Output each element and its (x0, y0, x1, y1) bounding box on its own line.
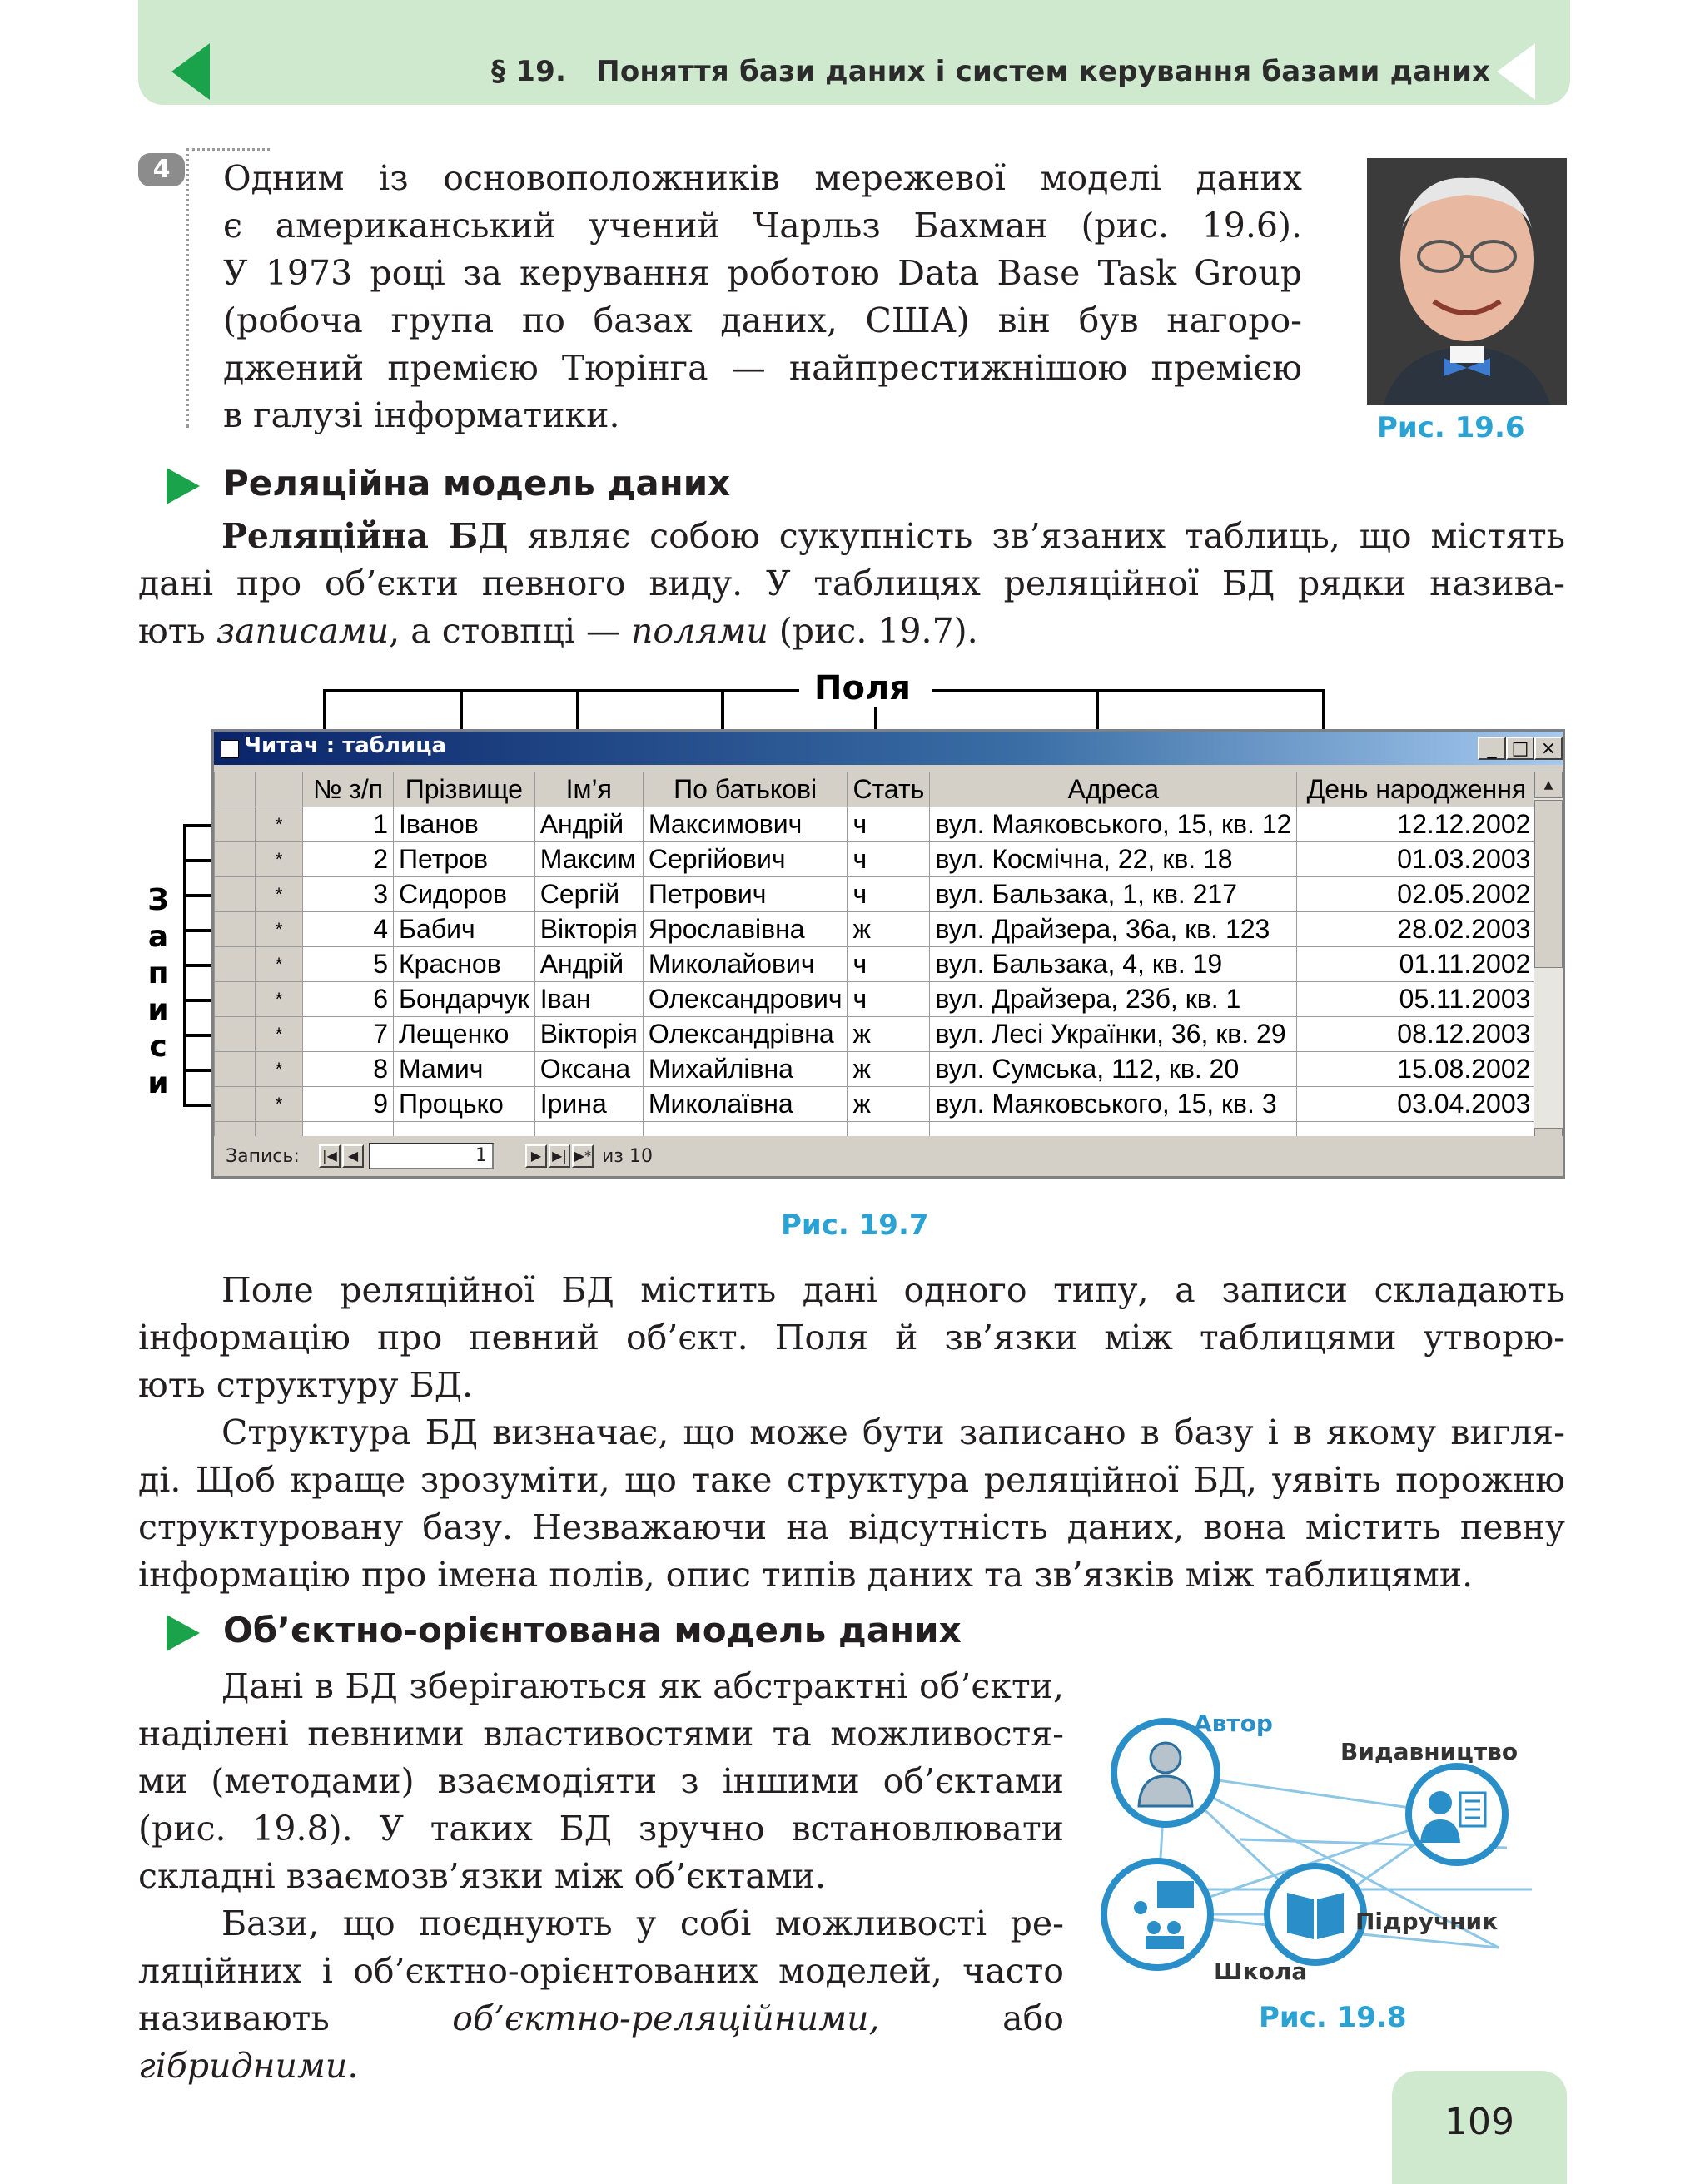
paragraph-line: інформацію про імена полів, опис типів даних та зв’язків між таблицями. (138, 1555, 1474, 1595)
table-cell[interactable]: Вікторія (534, 912, 643, 947)
table-cell[interactable]: ж (848, 912, 930, 947)
paragraph-line: наділені певними властивостями та можливостя- (138, 1714, 1064, 1754)
note-line: Одним із основоположників мережевої моделі даних (223, 158, 1302, 198)
table-cell[interactable]: Максимович (643, 807, 848, 842)
table-cell[interactable]: 03.04.2003 (1297, 1087, 1536, 1122)
textbook-node-icon (1267, 1866, 1364, 1963)
row-selector[interactable] (215, 877, 256, 912)
row-selector[interactable] (215, 842, 256, 877)
paragraph-line (138, 608, 1565, 655)
table-cell[interactable]: 3 (303, 877, 394, 912)
note-line: джений премією Тюрінга — найпрестижнішою премією (223, 348, 1302, 388)
table-header-row (215, 772, 1536, 807)
table-row[interactable] (215, 1087, 1536, 1122)
row-marker: * (256, 947, 303, 982)
text-span: . (347, 2046, 359, 2086)
next-record-button[interactable]: ▶ (525, 1144, 547, 1168)
table-cell[interactable]: вул. Маяковського, 15, кв. 3 (930, 1087, 1297, 1122)
table-cell[interactable]: вул. Сумська, 112, кв. 20 (930, 1052, 1297, 1087)
table-cell[interactable]: ж (848, 1087, 930, 1122)
table-cell[interactable]: Сергій (534, 877, 643, 912)
paragraph-line: Структура БД визначає, що може бути записано в базу і в якому вигля- (221, 1412, 1565, 1452)
table-cell[interactable]: 08.12.2003 (1297, 1017, 1536, 1052)
table-cell[interactable]: ж (848, 1017, 930, 1052)
text-span: , а стовпці — (389, 611, 631, 651)
text-span: називають (138, 1998, 453, 2038)
table-cell[interactable]: ч (848, 807, 930, 842)
table-row[interactable] (215, 842, 1536, 877)
paragraph-line: дані про об’єкти певного виду. У таблицях реляційної БД рядки назива- (138, 563, 1565, 603)
section-bullet-icon (167, 1615, 200, 1651)
paragraph-line: Дані в БД зберігаються як абстрактні об’єкти, (221, 1666, 1064, 1706)
text-span: (рис. 19.7). (768, 611, 978, 651)
table-cell[interactable]: 12.12.2002 (1297, 807, 1536, 842)
table-cell[interactable]: Миколайович (643, 947, 848, 982)
record-number-input[interactable]: 1 (369, 1143, 494, 1169)
first-record-button[interactable]: |◀ (319, 1144, 341, 1168)
selector-column-header[interactable] (256, 772, 303, 807)
table-cell[interactable]: Сидоров (394, 877, 535, 912)
table-row[interactable] (215, 982, 1536, 1017)
paragraph-line (138, 513, 1565, 560)
row-marker: * (256, 1017, 303, 1052)
row-selector[interactable] (215, 807, 256, 842)
note-badge: 4 (138, 153, 185, 186)
records-letter: и (147, 1066, 169, 1100)
column-header[interactable]: Прізвище (394, 772, 535, 807)
table-row[interactable] (215, 912, 1536, 947)
table-icon (221, 740, 239, 758)
table-row[interactable] (215, 947, 1536, 982)
row-marker: * (256, 1052, 303, 1087)
column-header[interactable]: По батькові (643, 772, 848, 807)
table-cell[interactable]: вул. Бальзака, 1, кв. 217 (930, 877, 1297, 912)
vertical-scrollbar[interactable] (1534, 772, 1563, 1154)
table-cell[interactable]: Оксана (534, 1052, 643, 1087)
records-letter: а (147, 920, 169, 954)
paragraph-line: інформацію про певний об’єкт. Поля й зв’язки між таблицями утворю- (138, 1318, 1565, 1358)
table-row[interactable] (215, 1017, 1536, 1052)
paragraph-line: структуровану базу. Незважаючи на відсутність даних, вона містить певну (138, 1507, 1565, 1547)
fields-label: Поля (806, 669, 919, 707)
term-fields: полями (631, 611, 768, 651)
row-selector[interactable] (215, 912, 256, 947)
row-selector[interactable] (215, 1087, 256, 1122)
table-cell[interactable]: 4 (303, 912, 394, 947)
figure-19-6-caption: Рис. 19.6 (1377, 411, 1525, 444)
table-cell[interactable]: 5 (303, 947, 394, 982)
window-title: Читач : таблица (244, 733, 447, 758)
table-cell[interactable]: Бабич (394, 912, 535, 947)
portrait-illustration (1367, 158, 1567, 405)
last-record-button[interactable]: ▶| (549, 1144, 570, 1168)
table-cell[interactable]: вул. Драйзера, 23б, кв. 1 (930, 982, 1297, 1017)
fields-paragraph (138, 1267, 1565, 1599)
row-marker: * (256, 877, 303, 912)
paragraph-line: Бази, що поєднують у собі можливості ре- (221, 1904, 1064, 1943)
page-header (138, 0, 1570, 105)
table-cell[interactable]: Сергійович (643, 842, 848, 877)
term-hybrid: гібридними (138, 2046, 348, 2086)
table-cell[interactable]: Миколаївна (643, 1087, 848, 1122)
records-letter: и (147, 993, 169, 1027)
table-cell[interactable]: Бондарчук (394, 982, 535, 1017)
object-model-diagram (1091, 1690, 1573, 1998)
table-cell[interactable]: Петров (394, 842, 535, 877)
corner-cell[interactable] (215, 772, 256, 807)
table-cell[interactable]: 8 (303, 1052, 394, 1087)
records-table (214, 772, 1536, 1157)
row-selector[interactable] (215, 947, 256, 982)
window-titlebar[interactable] (214, 732, 1563, 765)
records-label (142, 882, 175, 1102)
paragraph-line: (рис. 19.8). У таких БД зручно встановлювати (138, 1809, 1064, 1849)
row-marker: * (256, 807, 303, 842)
table-cell[interactable]: 6 (303, 982, 394, 1017)
access-table-window (211, 729, 1565, 1179)
note-text (223, 155, 1302, 439)
table-cell[interactable]: 01.11.2002 (1297, 947, 1536, 982)
table-cell[interactable]: 28.02.2003 (1297, 912, 1536, 947)
paragraph-line: складні взаємозв’язки між об’єктами. (138, 1856, 827, 1896)
minimize-button[interactable]: _ (1478, 737, 1506, 760)
maximize-button[interactable]: □ (1506, 737, 1534, 760)
table-cell[interactable]: 9 (303, 1087, 394, 1122)
chapter-title: § 19. Поняття бази даних і систем керування базами даних (491, 55, 1491, 88)
term-relational-db: Реляційна БД (221, 516, 509, 556)
paragraph-line: ляційних і об’єктно-орієнтованих моделей, часто (138, 1951, 1064, 1991)
table-cell[interactable]: вул. Маяковського, 15, кв. 12 (930, 807, 1297, 842)
row-marker: * (256, 912, 303, 947)
column-header[interactable]: Адреса (930, 772, 1297, 807)
table-cell[interactable]: Ярославівна (643, 912, 848, 947)
table-cell[interactable]: вул. Лесі Українки, 36, кв. 29 (930, 1017, 1297, 1052)
paragraph-line (138, 1995, 1064, 2090)
table-cell[interactable]: Максим (534, 842, 643, 877)
table-cell[interactable]: 01.03.2003 (1297, 842, 1536, 877)
table-cell[interactable]: Вікторія (534, 1017, 643, 1052)
table-body (215, 807, 1536, 1157)
next-page-arrow-icon[interactable] (1497, 43, 1535, 100)
relational-paragraph (138, 513, 1565, 655)
table-cell[interactable]: Андрій (534, 807, 643, 842)
section-heading-object-oriented: Об’єктно-орієнтована модель даних (223, 1610, 962, 1650)
note-dotted-border (186, 148, 189, 428)
table-cell[interactable]: Андрій (534, 947, 643, 982)
new-record-button[interactable]: ▶* (572, 1144, 594, 1168)
text-span: ють (138, 611, 216, 651)
table-cell[interactable]: 15.08.2002 (1297, 1052, 1536, 1087)
table-cell[interactable]: Олександрович (643, 982, 848, 1017)
bachman-portrait (1367, 158, 1567, 405)
table-cell[interactable]: 02.05.2002 (1297, 877, 1536, 912)
figure-19-7-caption: Рис. 19.7 (781, 1209, 929, 1242)
scroll-up-icon[interactable]: ▲ (1534, 772, 1563, 798)
publisher-node-icon (1409, 1766, 1505, 1863)
table-cell[interactable]: Краснов (394, 947, 535, 982)
row-selector[interactable] (215, 982, 256, 1017)
table-cell[interactable]: ч (848, 982, 930, 1017)
note-line: в галузі інформатики. (223, 395, 620, 435)
table-cell[interactable]: Олександрівна (643, 1017, 848, 1052)
paragraph-line: ді. Щоб краще зрозуміти, що таке структура реляційної БД, уявіть порожню (138, 1460, 1565, 1500)
table-cell[interactable]: 7 (303, 1017, 394, 1052)
column-header[interactable]: Ім’я (534, 772, 643, 807)
row-selector[interactable] (215, 1052, 256, 1087)
table-cell[interactable]: вул. Драйзера, 36а, кв. 123 (930, 912, 1297, 947)
table-cell[interactable]: вул. Космічна, 22, кв. 18 (930, 842, 1297, 877)
text-span: являє собою сукупність зв’язаних таблиць, що містять (508, 516, 1565, 556)
table-row[interactable] (215, 1052, 1536, 1087)
table-cell[interactable]: ч (848, 877, 930, 912)
row-marker: * (256, 982, 303, 1017)
note-line: У 1973 році за керування роботою Data Base Task Group (223, 253, 1302, 293)
close-button[interactable]: × (1534, 737, 1563, 760)
text-span: або (879, 1998, 1064, 2038)
table-cell[interactable]: ч (848, 842, 930, 877)
prev-page-arrow-icon[interactable] (171, 43, 210, 100)
navigator-label: Запись: (226, 1146, 300, 1167)
row-marker: * (256, 1087, 303, 1122)
section-bullet-icon (167, 468, 200, 504)
scroll-thumb[interactable] (1534, 800, 1563, 968)
paragraph-line: Поле реляційної БД містить дані одного типу, а записи складають (221, 1270, 1565, 1310)
table-cell[interactable]: 05.11.2003 (1297, 982, 1536, 1017)
record-total: из 10 (602, 1146, 653, 1167)
table-cell[interactable]: Процько (394, 1087, 535, 1122)
publisher-label: Видавництво (1340, 1738, 1519, 1765)
figure-19-8-caption: Рис. 19.8 (1259, 2001, 1407, 2034)
records-letter: З (147, 883, 169, 917)
table-cell[interactable]: Петрович (643, 877, 848, 912)
section-heading-relational: Реляційна модель даних (223, 463, 731, 504)
table-cell[interactable]: 1 (303, 807, 394, 842)
note-dotted-border-top (186, 148, 270, 151)
note-line: є американський учений Чарльз Бахман (рис. 19.6). (223, 206, 1302, 246)
page-number: 109 (1444, 2101, 1514, 2143)
records-letter: с (149, 1030, 167, 1064)
term-object-relational: об’єктно-реляційними, (452, 1998, 880, 2038)
column-header[interactable]: № з/п (303, 772, 394, 807)
table-cell[interactable]: Іван (534, 982, 643, 1017)
prev-record-button[interactable]: ◀ (342, 1144, 364, 1168)
table-cell[interactable]: ж (848, 1052, 930, 1087)
table-cell[interactable]: 2 (303, 842, 394, 877)
column-header[interactable]: Стать (848, 772, 930, 807)
row-marker: * (256, 842, 303, 877)
school-label: Школа (1214, 1958, 1308, 1985)
table-cell[interactable]: Мамич (394, 1052, 535, 1087)
author-label: Автор (1194, 1710, 1273, 1737)
column-header[interactable]: День народження (1297, 772, 1536, 807)
table-row[interactable] (215, 877, 1536, 912)
table-cell[interactable]: ч (848, 947, 930, 982)
row-selector[interactable] (215, 1017, 256, 1052)
record-navigator (214, 1136, 1563, 1176)
school-node-icon (1104, 1861, 1210, 1968)
table-cell[interactable]: Михайлівна (643, 1052, 848, 1087)
note-line: (робоча група по базах даних, США) він був нагоро- (223, 300, 1302, 340)
object-oriented-paragraph (138, 1663, 1064, 2090)
records-letter: п (147, 956, 169, 990)
table-cell[interactable]: Лещенко (394, 1017, 535, 1052)
paragraph-line: ють структуру БД. (138, 1365, 474, 1405)
table-cell[interactable]: вул. Бальзака, 4, кв. 19 (930, 947, 1297, 982)
table-cell[interactable]: Ірина (534, 1087, 643, 1122)
paragraph-line: ми (методами) взаємодіяти з іншими об’єктами (138, 1761, 1064, 1801)
table-row[interactable] (215, 807, 1536, 842)
textbook-label: Підручник (1355, 1908, 1499, 1935)
term-records: записами (216, 611, 390, 651)
table-cell[interactable]: Іванов (394, 807, 535, 842)
